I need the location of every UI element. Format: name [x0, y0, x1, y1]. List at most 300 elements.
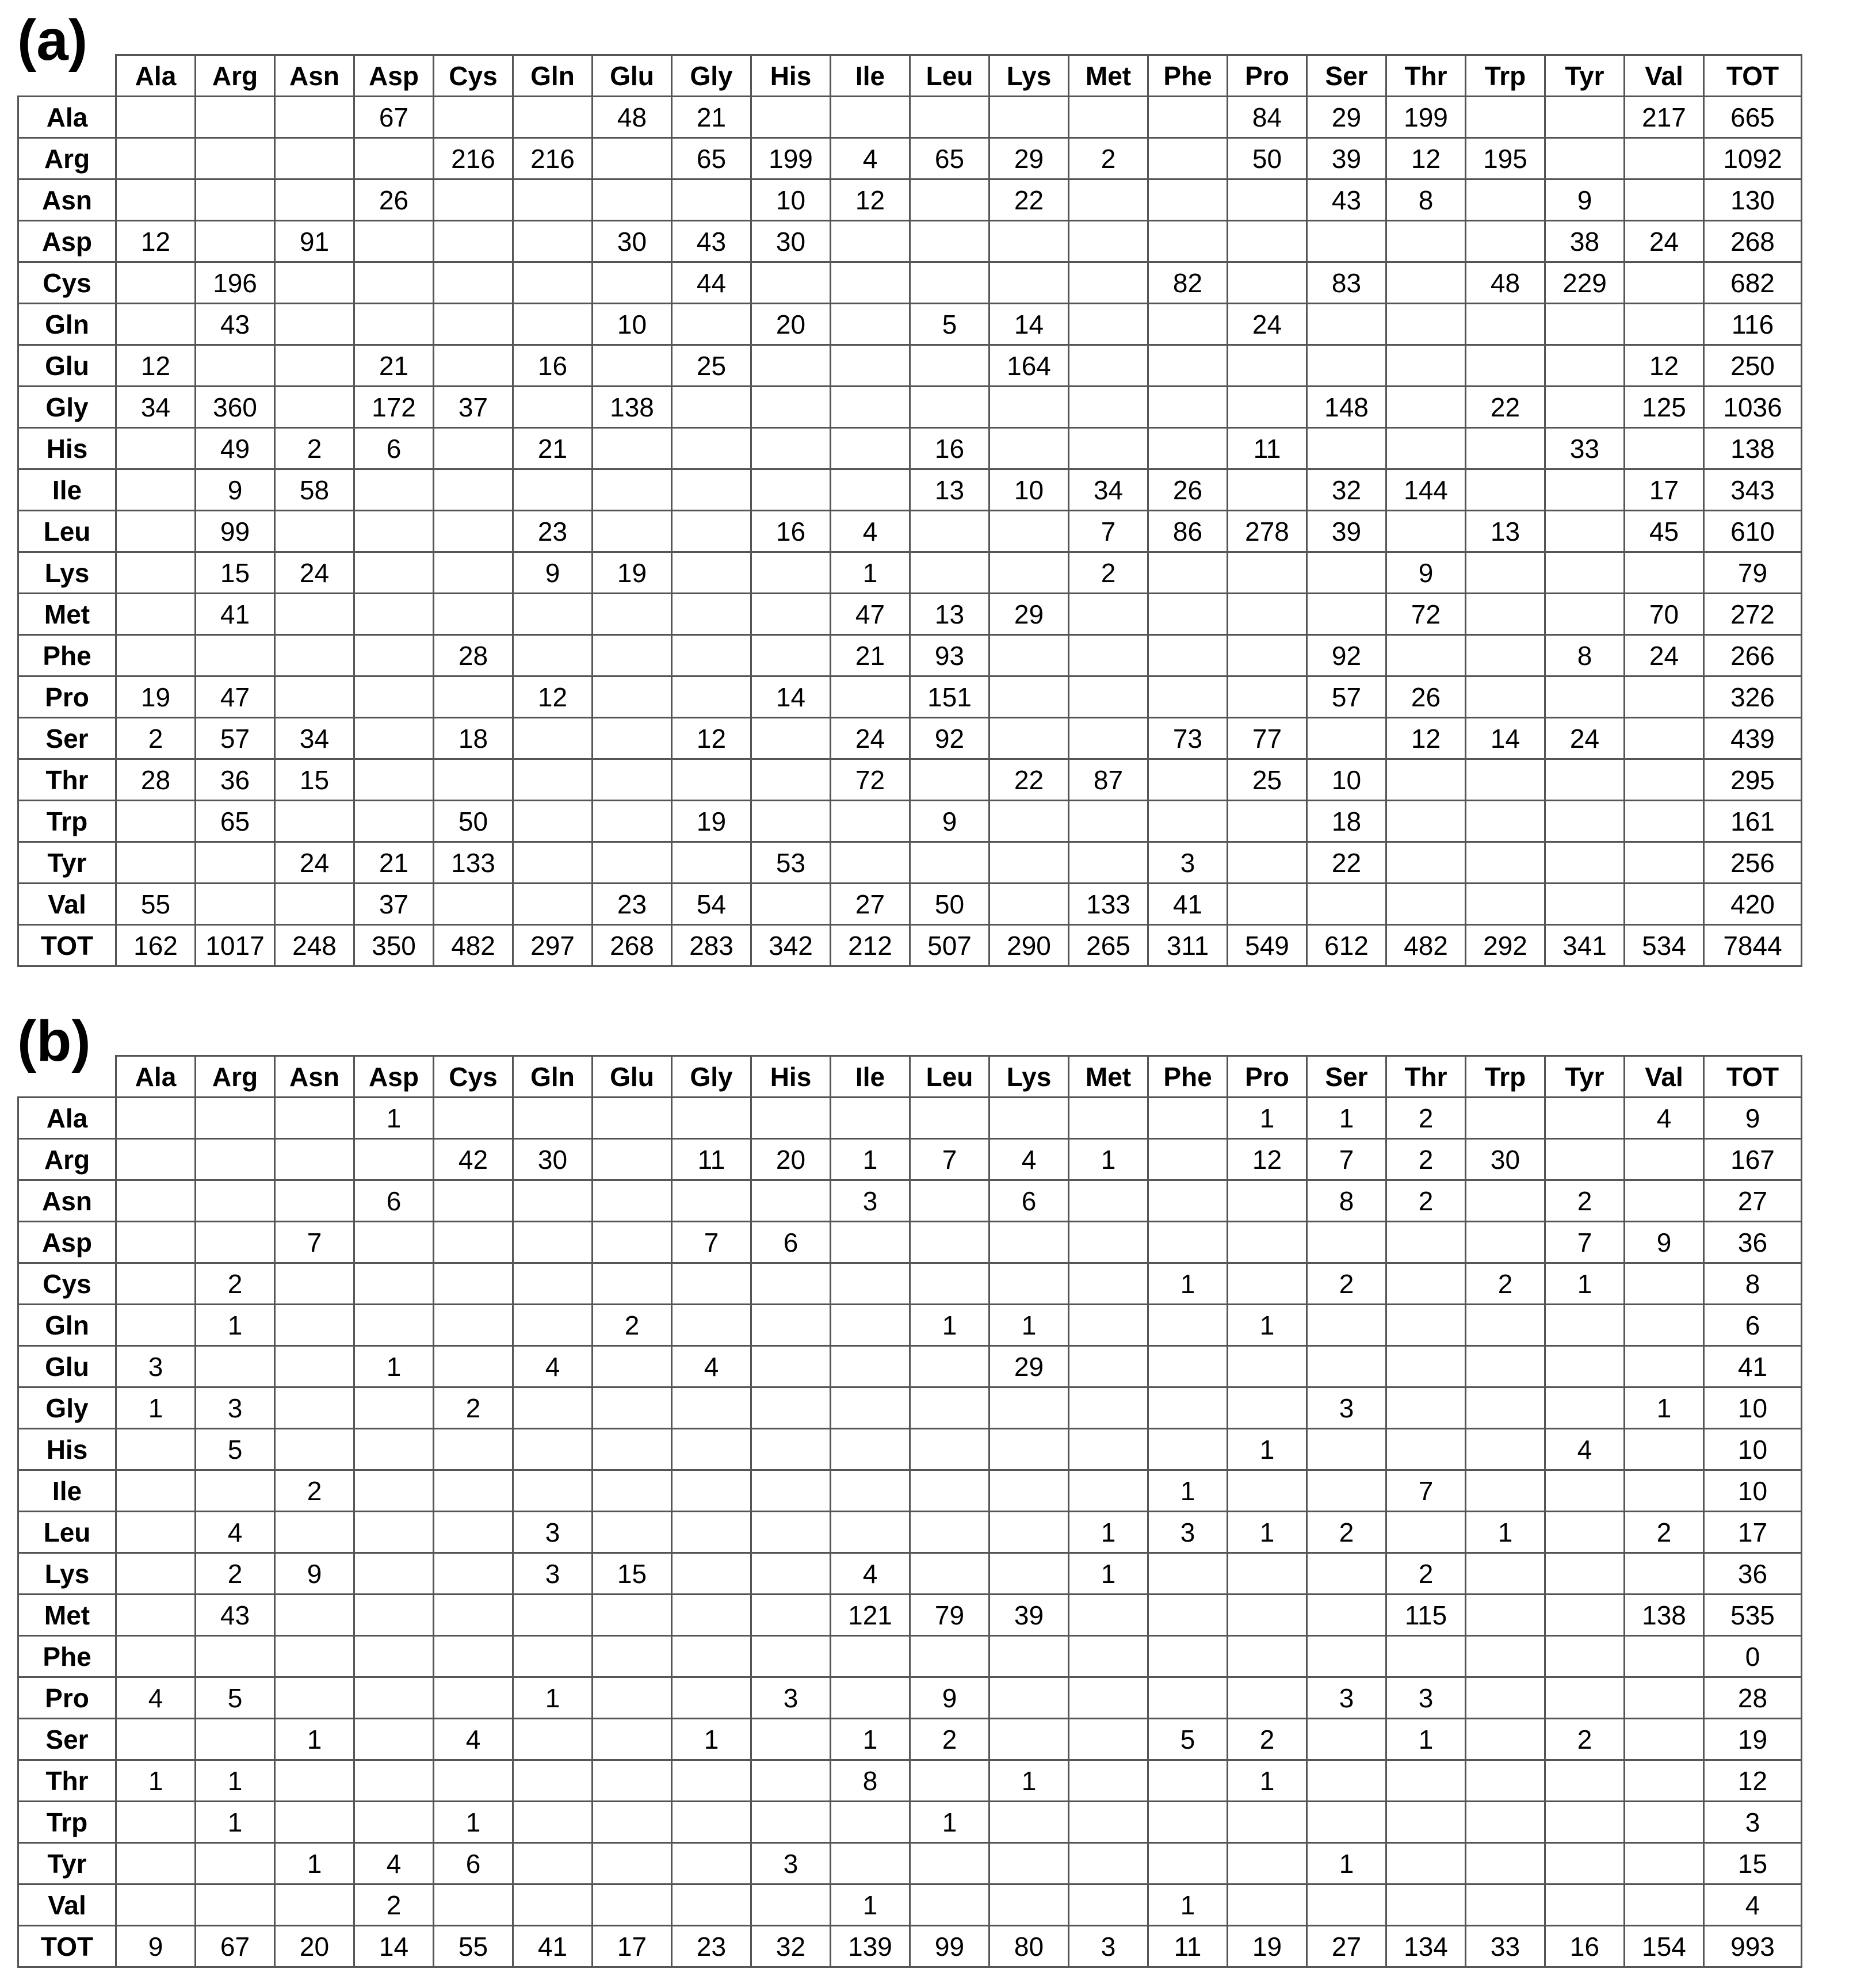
matrix-cell	[1148, 387, 1228, 428]
matrix-cell	[1466, 1180, 1545, 1222]
matrix-cell	[354, 1512, 434, 1553]
matrix-cell	[593, 1098, 672, 1139]
matrix-cell	[116, 304, 196, 345]
matrix-cell	[831, 345, 910, 387]
matrix-cell: 12	[513, 676, 593, 718]
column-header: His	[751, 1056, 831, 1098]
matrix-cell	[1307, 1305, 1386, 1346]
matrix-cell	[513, 1884, 593, 1926]
matrix-cell: 7	[275, 1222, 354, 1263]
matrix-cell: 297	[513, 925, 593, 966]
matrix-cell	[1625, 1843, 1704, 1884]
matrix-cell	[831, 1387, 910, 1429]
matrix-cell	[1466, 1098, 1545, 1139]
matrix-cell: 18	[1307, 801, 1386, 842]
matrix-cell	[434, 1884, 513, 1926]
matrix-cell: 79	[910, 1595, 989, 1636]
row-header: Asp	[18, 1222, 116, 1263]
matrix-cell	[989, 676, 1069, 718]
matrix-cell	[1228, 1553, 1307, 1595]
matrix-cell	[1545, 1387, 1625, 1429]
matrix-cell: 2	[1386, 1180, 1466, 1222]
matrix-cell: 48	[1466, 262, 1545, 304]
matrix-cell	[275, 1098, 354, 1139]
matrix-cell: 1	[989, 1305, 1069, 1346]
matrix-cell	[831, 1305, 910, 1346]
matrix-cell	[593, 1346, 672, 1387]
matrix-cell	[1466, 345, 1545, 387]
matrix-cell: 2	[1228, 1719, 1307, 1760]
matrix-cell	[751, 1180, 831, 1222]
matrix-cell: 91	[275, 221, 354, 262]
table-row	[18, 1222, 1802, 1263]
matrix-cell	[513, 1843, 593, 1884]
matrix-cell: 1036	[1704, 387, 1802, 428]
matrix-cell: 44	[672, 262, 751, 304]
matrix-cell	[513, 179, 593, 221]
matrix-cell: 2	[1466, 1263, 1545, 1305]
matrix-cell: 41	[513, 1926, 593, 1967]
matrix-cell: 6	[989, 1180, 1069, 1222]
matrix-cell	[989, 1719, 1069, 1760]
matrix-cell	[354, 676, 434, 718]
matrix-cell	[434, 884, 513, 925]
column-header: Thr	[1386, 1056, 1466, 1098]
matrix-cell: 67	[196, 1926, 275, 1967]
matrix-cell	[434, 179, 513, 221]
row-header: Leu	[18, 1512, 116, 1553]
matrix-cell: 24	[831, 718, 910, 759]
matrix-cell	[116, 1222, 196, 1263]
matrix-cell	[1386, 1512, 1466, 1553]
table-row	[18, 387, 1802, 428]
matrix-cell: 549	[1228, 925, 1307, 966]
matrix-cell	[513, 1760, 593, 1802]
matrix-cell	[196, 635, 275, 676]
matrix-cell	[1545, 1512, 1625, 1553]
table-row	[18, 469, 1802, 511]
row-header: Gly	[18, 387, 116, 428]
matrix-cell	[275, 1636, 354, 1677]
matrix-cell	[593, 1222, 672, 1263]
matrix-cell	[1625, 428, 1704, 469]
matrix-cell: 29	[989, 594, 1069, 635]
matrix-cell	[593, 801, 672, 842]
matrix-cell	[116, 1263, 196, 1305]
matrix-cell	[593, 842, 672, 884]
matrix-cell: 665	[1704, 97, 1802, 138]
matrix-cell: 92	[910, 718, 989, 759]
matrix-cell	[593, 1802, 672, 1843]
table-row	[18, 262, 1802, 304]
matrix-cell: 17	[1704, 1512, 1802, 1553]
matrix-cell	[434, 1470, 513, 1512]
matrix-cell	[1625, 1139, 1704, 1180]
matrix-cell	[1386, 1760, 1466, 1802]
matrix-cell: 8	[1704, 1263, 1802, 1305]
matrix-cell: 154	[1625, 1926, 1704, 1967]
matrix-cell	[1148, 1677, 1228, 1719]
row-header: Lys	[18, 1553, 116, 1595]
matrix-cell	[1228, 676, 1307, 718]
matrix-cell	[831, 801, 910, 842]
matrix-cell	[354, 1470, 434, 1512]
matrix-cell: 21	[354, 842, 434, 884]
matrix-cell	[1228, 221, 1307, 262]
matrix-cell	[672, 1098, 751, 1139]
matrix-cell	[1625, 262, 1704, 304]
matrix-cell	[910, 1180, 989, 1222]
matrix-cell	[354, 1139, 434, 1180]
matrix-cell: 27	[831, 884, 910, 925]
matrix-cell: 6	[1704, 1305, 1802, 1346]
matrix-cell	[116, 1843, 196, 1884]
matrix-cell: 216	[434, 138, 513, 179]
matrix-cell: 343	[1704, 469, 1802, 511]
matrix-cell	[1545, 469, 1625, 511]
matrix-cell: 21	[354, 345, 434, 387]
matrix-cell	[1069, 801, 1148, 842]
matrix-cell	[434, 1595, 513, 1636]
matrix-cell	[434, 1305, 513, 1346]
matrix-cell	[1069, 1098, 1148, 1139]
matrix-cell: 19	[1228, 1926, 1307, 1967]
matrix-cell: 11	[672, 1139, 751, 1180]
matrix-cell	[831, 1677, 910, 1719]
matrix-cell: 19	[672, 801, 751, 842]
matrix-cell	[910, 552, 989, 594]
row-header: Gly	[18, 1387, 116, 1429]
matrix-cell	[1307, 1760, 1386, 1802]
matrix-cell: 43	[196, 304, 275, 345]
matrix-cell	[593, 1843, 672, 1884]
matrix-cell	[1148, 594, 1228, 635]
matrix-cell: 7	[1069, 511, 1148, 552]
matrix-cell	[989, 884, 1069, 925]
matrix-cell	[434, 97, 513, 138]
matrix-cell	[593, 1760, 672, 1802]
matrix-cell	[116, 594, 196, 635]
row-header: Leu	[18, 511, 116, 552]
matrix-cell: 12	[1625, 345, 1704, 387]
matrix-cell	[672, 387, 751, 428]
matrix-cell: 0	[1704, 1636, 1802, 1677]
matrix-cell	[831, 842, 910, 884]
matrix-cell: 1	[1069, 1553, 1148, 1595]
matrix-cell: 20	[275, 1926, 354, 1967]
matrix-cell	[1625, 552, 1704, 594]
matrix-cell: 5	[910, 304, 989, 345]
matrix-cell	[751, 1760, 831, 1802]
matrix-cell	[434, 1222, 513, 1263]
matrix-cell	[831, 1098, 910, 1139]
matrix-cell	[910, 842, 989, 884]
table-row	[18, 718, 1802, 759]
matrix-cell	[989, 801, 1069, 842]
matrix-cell	[1625, 1553, 1704, 1595]
matrix-cell	[989, 635, 1069, 676]
matrix-cell: 1	[1228, 1098, 1307, 1139]
matrix-cell	[1386, 262, 1466, 304]
table-row	[18, 1346, 1802, 1387]
matrix-cell: 268	[1704, 221, 1802, 262]
matrix-cell	[1069, 1346, 1148, 1387]
matrix-cell: 229	[1545, 262, 1625, 304]
matrix-cell: 1	[1386, 1719, 1466, 1760]
matrix-cell	[1148, 1429, 1228, 1470]
matrix-cell: 24	[1545, 718, 1625, 759]
row-header: His	[18, 428, 116, 469]
matrix-cell	[1545, 1470, 1625, 1512]
matrix-cell	[116, 552, 196, 594]
matrix-cell	[354, 1802, 434, 1843]
matrix-cell	[1069, 97, 1148, 138]
matrix-cell	[1545, 1843, 1625, 1884]
matrix-cell	[354, 1719, 434, 1760]
matrix-cell	[1545, 304, 1625, 345]
matrix-cell: 34	[116, 387, 196, 428]
corner-cell	[18, 55, 116, 97]
matrix-cell	[989, 1553, 1069, 1595]
matrix-cell: 47	[831, 594, 910, 635]
matrix-cell	[434, 552, 513, 594]
matrix-cell	[354, 1595, 434, 1636]
matrix-cell	[1545, 1760, 1625, 1802]
matrix-cell: 144	[1386, 469, 1466, 511]
matrix-cell: 16	[751, 511, 831, 552]
matrix-cell: 1	[434, 1802, 513, 1843]
matrix-cell	[1069, 1180, 1148, 1222]
matrix-cell: 311	[1148, 925, 1228, 966]
matrix-cell	[751, 1098, 831, 1139]
matrix-cell: 72	[1386, 594, 1466, 635]
row-header: TOT	[18, 1926, 116, 1967]
matrix-cell: 10	[1307, 759, 1386, 801]
row-header: Trp	[18, 1802, 116, 1843]
matrix-cell	[1228, 1884, 1307, 1926]
matrix-cell	[1228, 1677, 1307, 1719]
column-header: Trp	[1466, 1056, 1545, 1098]
matrix-cell: 248	[275, 925, 354, 966]
matrix-cell	[831, 469, 910, 511]
matrix-cell: 70	[1625, 594, 1704, 635]
matrix-cell	[672, 842, 751, 884]
matrix-cell: 22	[1466, 387, 1545, 428]
column-header: Gln	[513, 1056, 593, 1098]
row-header: His	[18, 1429, 116, 1470]
matrix-cell: 1	[1069, 1512, 1148, 1553]
matrix-cell	[1228, 1387, 1307, 1429]
matrix-cell	[1386, 387, 1466, 428]
row-header: Thr	[18, 1760, 116, 1802]
matrix-cell	[275, 1595, 354, 1636]
matrix-cell	[1625, 1305, 1704, 1346]
matrix-cell: 268	[593, 925, 672, 966]
column-header: Arg	[196, 1056, 275, 1098]
matrix-cell: 42	[434, 1139, 513, 1180]
matrix-cell: 13	[910, 469, 989, 511]
column-header: Asp	[354, 55, 434, 97]
matrix-cell: 7844	[1704, 925, 1802, 966]
matrix-cell	[751, 469, 831, 511]
column-header: TOT	[1704, 55, 1802, 97]
row-header: Ser	[18, 718, 116, 759]
matrix-cell: 9	[1386, 552, 1466, 594]
matrix-cell: 36	[1704, 1222, 1802, 1263]
matrix-cell: 22	[989, 759, 1069, 801]
matrix-cell	[1386, 1387, 1466, 1429]
matrix-cell: 1	[910, 1802, 989, 1843]
row-header: Phe	[18, 635, 116, 676]
row-header: Gln	[18, 304, 116, 345]
matrix-cell	[513, 1429, 593, 1470]
matrix-cell: 10	[1704, 1470, 1802, 1512]
matrix-cell	[672, 1553, 751, 1595]
matrix-cell	[1545, 138, 1625, 179]
table-row	[18, 1926, 1802, 1967]
matrix-cell	[1466, 1719, 1545, 1760]
matrix-cell: 420	[1704, 884, 1802, 925]
matrix-cell: 50	[1228, 138, 1307, 179]
matrix-cell: 1	[116, 1387, 196, 1429]
matrix-cell	[672, 1595, 751, 1636]
matrix-cell	[1466, 1760, 1545, 1802]
matrix-cell	[513, 801, 593, 842]
matrix-cell	[1386, 345, 1466, 387]
matrix-cell	[593, 1719, 672, 1760]
matrix-cell: 53	[751, 842, 831, 884]
matrix-cell	[989, 262, 1069, 304]
matrix-cell: 23	[593, 884, 672, 925]
matrix-cell: 12	[672, 718, 751, 759]
column-header: Lys	[989, 55, 1069, 97]
matrix-cell: 342	[751, 925, 831, 966]
matrix-cell	[434, 345, 513, 387]
matrix-cell: 2	[1386, 1098, 1466, 1139]
matrix-cell	[513, 1305, 593, 1346]
matrix-cell	[275, 262, 354, 304]
matrix-cell	[1069, 1429, 1148, 1470]
matrix-cell	[513, 1595, 593, 1636]
matrix-cell	[196, 1470, 275, 1512]
matrix-cell: 14	[751, 676, 831, 718]
matrix-cell	[434, 1346, 513, 1387]
matrix-cell	[910, 1346, 989, 1387]
matrix-cell	[1228, 1595, 1307, 1636]
matrix-cell: 115	[1386, 1595, 1466, 1636]
matrix-cell	[1069, 1719, 1148, 1760]
matrix-cell: 2	[1307, 1263, 1386, 1305]
matrix-cell	[1625, 1677, 1704, 1719]
matrix-cell	[672, 594, 751, 635]
matrix-cell	[434, 1512, 513, 1553]
row-header: TOT	[18, 925, 116, 966]
matrix-cell	[1148, 676, 1228, 718]
matrix-cell	[910, 1387, 989, 1429]
matrix-cell	[1148, 1760, 1228, 1802]
matrix-cell	[1069, 179, 1148, 221]
matrix-cell	[1545, 511, 1625, 552]
matrix-cell: 9	[910, 1677, 989, 1719]
matrix-cell	[1148, 1098, 1228, 1139]
matrix-cell	[354, 1636, 434, 1677]
matrix-cell	[275, 511, 354, 552]
matrix-cell	[1545, 676, 1625, 718]
matrix-cell: 610	[1704, 511, 1802, 552]
matrix-cell: 43	[196, 1595, 275, 1636]
matrix-cell	[593, 1180, 672, 1222]
matrix-cell	[1545, 97, 1625, 138]
matrix-cell	[434, 1760, 513, 1802]
column-header: Lys	[989, 1056, 1069, 1098]
matrix-cell	[831, 1512, 910, 1553]
matrix-cell	[1069, 1263, 1148, 1305]
matrix-cell	[1466, 221, 1545, 262]
matrix-cell: 161	[1704, 801, 1802, 842]
matrix-cell: 172	[354, 387, 434, 428]
matrix-cell	[751, 552, 831, 594]
matrix-cell: 1	[1228, 1760, 1307, 1802]
matrix-cell	[1386, 1222, 1466, 1263]
table-row	[18, 759, 1802, 801]
matrix-cell: 15	[196, 552, 275, 594]
row-header: Val	[18, 884, 116, 925]
matrix-cell	[593, 635, 672, 676]
matrix-cell: 3	[1148, 842, 1228, 884]
matrix-cell	[1545, 1139, 1625, 1180]
matrix-cell: 256	[1704, 842, 1802, 884]
matrix-cell	[1148, 1346, 1228, 1387]
matrix-cell	[275, 1677, 354, 1719]
column-header: Gly	[672, 1056, 751, 1098]
matrix-cell	[1228, 345, 1307, 387]
matrix-cell	[672, 1760, 751, 1802]
matrix-cell: 19	[1704, 1719, 1802, 1760]
row-header: Glu	[18, 345, 116, 387]
matrix-cell: 30	[593, 221, 672, 262]
matrix-cell	[751, 1263, 831, 1305]
matrix-cell	[1466, 1884, 1545, 1926]
matrix-cell	[1545, 1884, 1625, 1926]
matrix-cell	[1148, 304, 1228, 345]
table-row	[18, 428, 1802, 469]
row-header: Ile	[18, 469, 116, 511]
column-header: Glu	[593, 1056, 672, 1098]
matrix-cell	[116, 1719, 196, 1760]
matrix-cell: 10	[1704, 1429, 1802, 1470]
matrix-cell	[910, 1512, 989, 1553]
matrix-cell	[593, 179, 672, 221]
matrix-cell	[354, 635, 434, 676]
matrix-cell	[593, 138, 672, 179]
matrix-cell	[1545, 1636, 1625, 1677]
matrix-cell: 121	[831, 1595, 910, 1636]
matrix-cell	[275, 676, 354, 718]
matrix-cell	[275, 1884, 354, 1926]
matrix-cell	[1545, 387, 1625, 428]
matrix-cell	[1466, 1305, 1545, 1346]
matrix-cell: 148	[1307, 387, 1386, 428]
matrix-cell: 23	[672, 1926, 751, 1967]
matrix-cell	[751, 801, 831, 842]
matrix-cell: 27	[1307, 1926, 1386, 1967]
matrix-cell: 21	[513, 428, 593, 469]
matrix-cell	[751, 1719, 831, 1760]
matrix-cell: 1	[1228, 1429, 1307, 1470]
matrix-cell	[354, 1429, 434, 1470]
column-header: Cys	[434, 55, 513, 97]
matrix-cell: 9	[1704, 1098, 1802, 1139]
